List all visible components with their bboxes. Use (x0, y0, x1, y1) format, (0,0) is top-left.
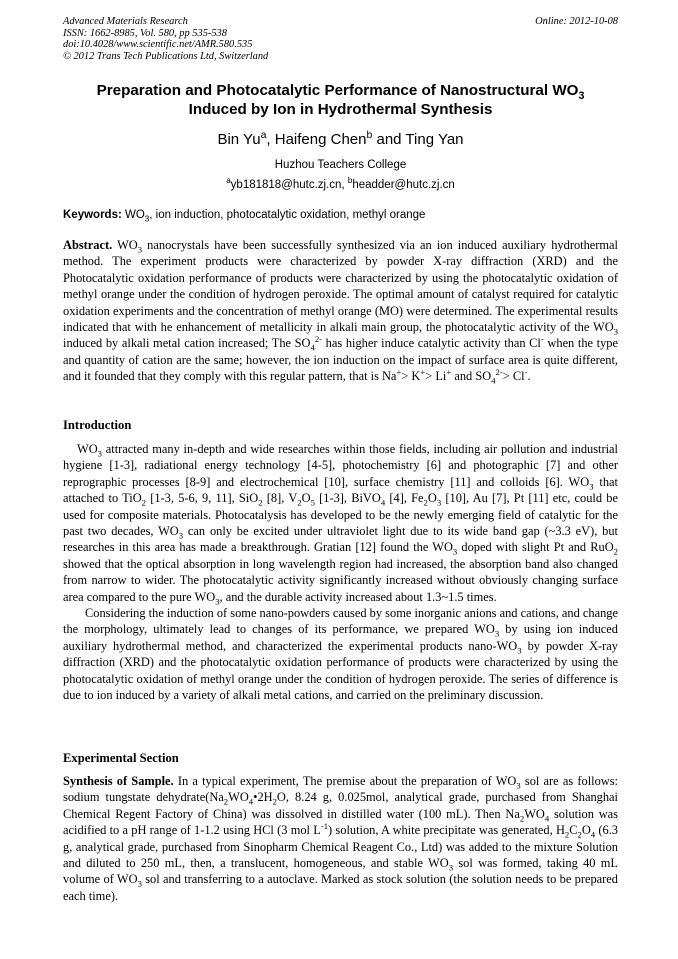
subscript: 3 (448, 862, 454, 873)
abstract-text: and SO (451, 369, 492, 384)
affiliation: Huzhou Teachers College (274, 159, 407, 171)
paragraph-text: (6.3 g, analytical grade, purchased from Sinopharm Chemical Reagent Co., Ltd) was added to the mixture Solution and diluted to 250 mL, then, a translucent, homogeneous, and stable WO (63, 823, 618, 871)
title-line-1: Preparation and Photocatalytic Performance of Nanostructural WO (96, 82, 579, 99)
paragraph-text: by using ion induced auxiliary hydrothermal method, and characterized the experimental products nano-WO (63, 622, 618, 653)
subscript: 4 (380, 497, 386, 508)
experimental-heading: Experimental Section (63, 751, 179, 765)
email-mark: b (347, 176, 353, 186)
subscript: 2 (423, 497, 428, 508)
keywords-text: , ion induction, photocatalytic oxidation, methyl orange (149, 209, 426, 221)
subscript: 3 (137, 878, 142, 889)
subscript: 4 (248, 796, 254, 807)
paragraph-text: O (301, 491, 311, 506)
paragraph-text: WO (77, 442, 98, 456)
synthesis-label: Synthesis of Sample. (63, 774, 174, 788)
abstract-text: nanocrystals have been successfully synthesized via an ion induced auxiliary hydrothermal method. The experiment products were characterized by powder X-ray diffraction (XRD) and the Photocatalytic oxidation performance of products were characterized by using the photocatalytic oxidation of methyl orange under the condition of hydrogen peroxide. The optimal amount of catalyst required for catalytic oxidation experiments and the concentration of methyl orange (MO) were determined. The experimental results indicated that with he enhancement of metallicity in alkali main group, the photocatalytic activity of the WO (63, 238, 618, 335)
paragraph-text: can only be excited under ultraviolet light due to its wide band gap (~3.3 eV), but researches in this area has made a breakthrough. Gratian [12] found the WO (63, 524, 618, 555)
keywords-label: Keywords: (63, 209, 122, 221)
paragraph-text: that attached to TiO (63, 474, 618, 506)
subscript: 3 (452, 546, 458, 557)
journal-copyright: © 2012 Trans Tech Publications Ltd, Switzerland (63, 50, 269, 62)
email-link[interactable]: headder@hutc.zj.cn (352, 179, 455, 191)
author-affil-mark: b (366, 129, 373, 141)
paragraph-text: In a typical experiment, The premise about the preparation of WO (173, 774, 517, 788)
subscript: 2 (613, 546, 618, 557)
paragraph-text: Considering the induction of some nano-powders caused by some inorganic anions and cations, and change the morphology, ultimately lead to changes of its performance, we prepared WO (63, 606, 618, 637)
superscript: + (420, 367, 426, 378)
author-separator: , (266, 131, 275, 148)
author-affil-mark: a (260, 129, 267, 141)
intro-paragraph-1 (63, 441, 618, 605)
subscript: 2 (223, 796, 229, 807)
keywords-text: WO (121, 209, 145, 221)
subscript: 2 (297, 497, 302, 508)
paragraph-text: [10], Au [7], Pt [11] etc, could be used for composite materials. Photocatalysis has developed to be the newly emerging field of catalytic for the past two decades, WO (63, 491, 618, 539)
superscript: 2- (314, 334, 323, 345)
superscript: -1 (320, 821, 329, 832)
abstract-text: > Cl (502, 369, 525, 384)
abstract-text: has higher induce catalytic activity than Cl (322, 336, 541, 351)
title-line-2: Induced by Ion in Hydrothermal Synthesis (188, 101, 493, 118)
title-subscript: 3 (578, 90, 585, 103)
paragraph-text: by powder X-ray diffraction (XRD) and the photocatalytic oxidation performance of products were characterized by using the photocatalytic oxidation of methyl orange under the condition of hydrogen peroxide. The series of difference is due to ion induced by a variety of alkali metal cations, and carried on the preliminary discussion. (63, 638, 618, 703)
abstract-text: when the type and quantity of cation are the same; however, the ion induction on the impact of surface area is quite different, and it founded that they comply with this regular pattern, that is Na (63, 336, 619, 384)
paragraph-text: [1-3, 5-6, 9, 11], SiO (146, 491, 259, 506)
author-name: Bin Yu (217, 131, 261, 148)
author-name: Haifeng Chen (274, 131, 367, 148)
online-date: Online: 2012-10-08 (535, 16, 618, 27)
paragraph-text: [8], V (262, 491, 298, 506)
paragraph-text: [1-3], BiVO (314, 491, 381, 506)
journal-name: Advanced Materials Research (63, 16, 188, 27)
subscript: 3 (178, 530, 184, 541)
keywords (63, 207, 618, 223)
paragraph-text: showed that the optical absorption in long wavelength region had increased, the absorption band also changed from narrow to wider. The photocatalytic activity significantly increased without obviously changing surface area compared to the pure WO (63, 556, 618, 604)
superscript: 2- (495, 367, 503, 378)
subscript: 3 (613, 326, 618, 337)
subscript: 3 (436, 497, 442, 508)
subscript: 2 (258, 497, 263, 508)
subscript: 4 (310, 342, 315, 353)
paragraph-text: doped with slight Pt and RuO (457, 540, 614, 555)
subscript: 4 (590, 829, 596, 840)
subscript: 4 (491, 375, 496, 386)
superscript: + (396, 367, 402, 378)
paragraph-text: O (427, 491, 437, 506)
intro-paragraph-2 (63, 605, 618, 703)
subscript: 3 (494, 628, 500, 639)
superscript: - (524, 367, 528, 378)
paragraph-text: WO (524, 806, 545, 821)
subscript: 3 (97, 448, 102, 459)
email-mark: a (226, 176, 231, 186)
paragraph-text: attracted many in-depth and wide researches within those fields, including air pollution and industrial hygiene [1-3], radiational energy technology [4-5], photochemistry [6] and photographic [7] and other reprographic processes [8-9] and electrochemical [10], surface chemistry [11] and colloids [6]. WO (63, 442, 618, 489)
subscript: 3 (516, 780, 521, 791)
paragraph-text: •2H (253, 790, 273, 805)
paragraph-text: , and the durable activity increased about 1.3~1.5 times. (219, 589, 497, 604)
subscript: 3 (215, 596, 220, 607)
abstract (63, 237, 618, 385)
subscript: 3 (137, 244, 143, 255)
subscript: 2 (272, 796, 277, 807)
abstract-text: > Li (425, 369, 447, 384)
subscript: 2 (564, 829, 570, 840)
journal-header (63, 16, 618, 62)
paragraph-text: C (569, 823, 578, 838)
paragraph-text: WO (228, 790, 249, 805)
author-emails (63, 177, 618, 193)
paragraph-text: sol and transferring to a autoclave. Marked as stock solution (the solution needs to be prepared each time). (63, 872, 618, 903)
subscript: 4 (544, 813, 550, 824)
paragraph-text: solution was acidified to a pH range of 1-1.2 using HCl (3 mol L (63, 806, 618, 838)
subscript: 2 (141, 497, 146, 508)
abstract-text: > K (401, 369, 421, 384)
paragraph-text: [4], Fe (385, 491, 424, 506)
journal-doi: doi:10.4028/www.scientific.net/AMR.580.535 (63, 39, 253, 51)
abstract-label: Abstract. (63, 238, 113, 252)
subscript: 5 (310, 497, 315, 508)
email-link[interactable]: yb181818@hutc.zj.cn (230, 179, 342, 191)
author-name: Ting Yan (405, 131, 464, 148)
email-separator: , (341, 179, 348, 191)
introduction-body (63, 441, 618, 704)
subscript: 2 (577, 829, 582, 840)
introduction-heading: Introduction (63, 418, 132, 432)
experimental-body (63, 773, 618, 904)
superscript: - (540, 334, 544, 345)
paragraph-text: sol was formed, taking 40 mL volume of WO (63, 856, 619, 887)
superscript: + (446, 367, 452, 378)
subscript: 2 (519, 813, 525, 824)
subscript: 3 (589, 481, 594, 492)
abstract-text: . (527, 369, 531, 384)
author-list (63, 130, 618, 150)
abstract-text: induced by alkali metal cation increased; The SO (63, 336, 311, 351)
paragraph-text: O, 8.24 g, 0.025mol, analytical grade, purchased from Shanghai Chemical Regent Factory of China) was dissolved in distilled water (100 mL). Then Na (63, 790, 618, 821)
author-separator: and (372, 131, 406, 148)
paragraph-text: O (581, 823, 591, 838)
paragraph-text: sol are as follows: sodium tungstate dehydrate(Na (63, 774, 619, 805)
abstract-text: WO (112, 238, 138, 252)
journal-issn: ISSN: 1662-8985, Vol. 580, pp 535-538 (63, 27, 227, 39)
paper-title (63, 81, 618, 119)
keywords-subscript: 3 (144, 214, 150, 224)
subscript: 3 (517, 645, 522, 656)
paragraph-text: ) solution, A white precipitate was generated, H (328, 823, 565, 838)
